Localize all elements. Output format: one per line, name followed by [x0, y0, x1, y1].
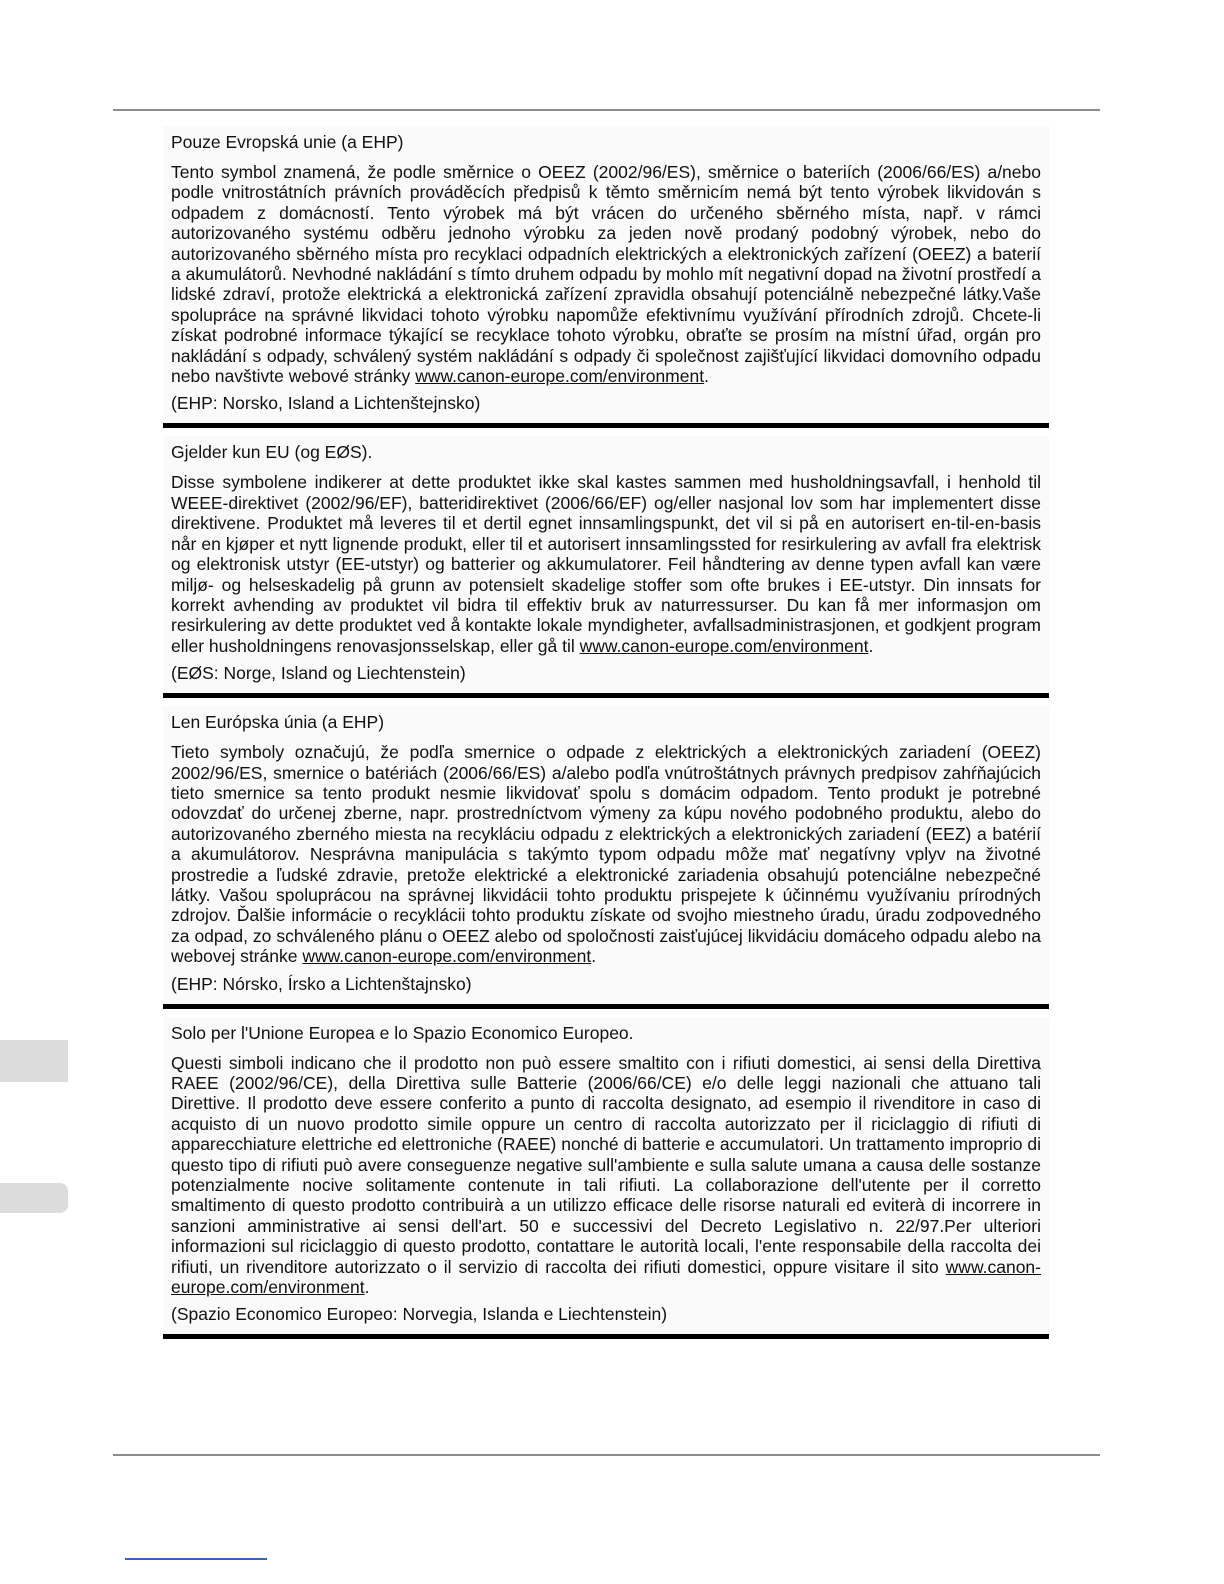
section-scope-note: (EHP: Nórsko, Írsko a Lichtenštajnsko): [171, 973, 472, 994]
section-body: [171, 742, 1041, 966]
section-body-text: Questi simboli indicano che il prodotto non può essere smaltito con i rifiuti domestici, ai sensi della Direttiva RAEE (2002/96/CE), della Direttiva sulle Batterie (2006/66/CE) e/o delle leggi nazionali che attuano tali Direttive. Il prodotto deve essere conferito a punto di raccolta designato, ad esempio il rivenditore in caso di acquisto di un nuovo prodotto simile oppure un centro di raccolta autorizzato per il riciclaggio di rifiuti di apparecchiature elettriche ed elettroniche (RAEE) nonché di batterie e accumulatori. Un trattamento improprio di questo tipo di rifiuti può avere conseguenze negative sull'ambiente e sulla salute umana a causa delle sostanze potenzialmente nocive solitamente contenute in tali rifiuti. La collaborazione dell'utente per il corretto smaltimento di questo prodotto contribuirà a un utilizzo efficace delle risorse naturali ed eviterà di incorrere in sanzioni amministrative ai sensi dell'art. 50 e successivi del Decreto Legislativo n. 22/97.Per ulteriori informazioni sul riciclaggio di questo prodotto, contattare le autorità locali, l'ente responsabile della raccolta dei rifiuti, un rivenditore autorizzato o il servizio di raccolta dei rifiuti domestici, oppure visitare il sito: [171, 1052, 1041, 1277]
link-punctuation: .: [364, 1277, 370, 1298]
footer-rule: [113, 1454, 1100, 1456]
section-body-text: Disse symbolene indikerer at dette produktet ikke skal kastes sammen med husholdningsavfall, i henhold til WEEE-direktivet (2002/96/EF), batteridirektivet (2006/66/EF) og/eller nasjonal lov som har implementert disse direktivene. Produktet må leveres til et dertil egnet innsamlingspunkt, det vil si på en autorisert en-til-en-basis når en kjøper et nytt lignende produkt, eller til et autorisert innsamlingssted for resirkulering av avfall fra elektrisk og elektronisk utstyr (EE-utstyr) og batterier og akkumulatorer. Feil håndtering av denne typen avfall kan være miljø- og helseskadelig på grunn av potensielt skadelige stoffer som ofte brukes i EE-utstyr. Din innsats for korrekt avhending av produktet vil bidra til effektiv bruk av naturressurser. Du kan få mer informasjon om resirkulering av dette produktet ved å kontakte lokale myndigheter, avfallsadministrasjonen, et godkjent program eller husholdningens renovasjonsselskap, eller gå til: [171, 472, 1041, 656]
link-punctuation: .: [591, 946, 597, 967]
environment-link[interactable]: www.canon-europe.com/environment: [579, 635, 869, 656]
section-norwegian: [163, 436, 1049, 698]
section-czech: [163, 126, 1049, 428]
section-heading: Solo per l'Unione Europea e lo Spazio Economico Europeo.: [171, 1022, 634, 1043]
section-heading: Gjelder kun EU (og EØS).: [171, 442, 373, 463]
section-body-text: Tieto symboly označujú, že podľa smernice o odpade z elektrických a elektronických zariadení (OEEZ) 2002/96/ES, smernice o batériách (2006/66/ES) a/alebo podľa vnútroštátnych právnych predpisov zahŕňajúcich tieto smernice sa tento produkt nesmie likvidovať spolu s domácim odpadom. Tento produkt je potrebné odovzdať do určenej zberne, napr. prostredníctvom výmeny za kúpu nového podobného produktu, alebo do autorizovaného zberného miesta na recykláciu odpadu z elektrických a elektronických zariadení (EEZ) a batérií a akumulátorov. Nesprávna manipulácia s takýmto typom odpadu môže mať negatívny vplyv na životné prostredie a ľudské zdravie, pretože elektrické a elektronické zariadenia obsahujú potenciálne nebezpečné látky. Vašou spoluprácou na správnej likvidácii tohto produktu prispejete k účinnému využívaniu prírodných zdrojov. Ďalšie informácie o recyklácii tohto produktu získate od svojho miestneho úradu, úradu zodpovedného za odpad, zo schváleného plánu o OEEZ alebo od spoločnosti zaisťujúcej likvidáciu domáceho odpadu alebo na webovej stránke: [171, 742, 1041, 967]
section-heading: Len Európska únia (a EHP): [171, 712, 385, 733]
section-body: [171, 1053, 1041, 1298]
section-body: [171, 162, 1041, 386]
section-scope-note: (EHP: Norsko, Island a Lichtenštejnsko): [171, 393, 481, 414]
environment-link[interactable]: www.canon-europe.com/environment: [415, 366, 705, 387]
header-rule: [113, 109, 1100, 111]
side-tab-marker: [0, 1040, 68, 1082]
link-punctuation: .: [704, 366, 709, 387]
side-tab-marker-secondary: [0, 1183, 68, 1213]
footer-link-underline[interactable]: [125, 1558, 267, 1560]
section-heading: Pouze Evropská unie (a EHP): [171, 132, 404, 152]
section-italian: [163, 1017, 1049, 1340]
environment-link[interactable]: www.canon-europe.com/environment: [302, 946, 592, 967]
section-scope-note: (EØS: Norge, Island og Liechtenstein): [171, 663, 466, 684]
section-slovak: [163, 706, 1049, 1008]
link-punctuation: .: [868, 635, 874, 656]
section-scope-note: (Spazio Economico Europeo: Norvegia, Islanda e Liechtenstein): [171, 1304, 668, 1325]
document-content: [163, 126, 1049, 1347]
environment-link[interactable]: www.canon-europe.com/environment: [171, 1256, 1041, 1298]
section-body-text: Tento symbol znamená, že podle směrnice o OEEZ (2002/96/ES), směrnice o bateriích (2006/66/ES) a/nebo podle vnitrostátních právních prováděcích předpisů k těmto směrnicím nemá být tento výrobek likvidován s odpadem z domácností. Tento výrobek má být vrácen do určeného sběrného místa, např. v rámci autorizovaného systému odběru jednoho výrobku za jeden nově prodaný podobný výrobek, nebo do autorizovaného sběrného místa pro recyklaci odpadních elektrických a elektronických zařízení (OEEZ) a baterií a akumulátorů. Nevhodné nakládání s tímto druhem odpadu by mohlo mít negativní dopad na životní prostředí a lidské zdraví, protože elektrická a elektronická zařízení zpravidla obsahují potenciálně nebezpečné látky.Vaše spolupráce na správné likvidaci tohoto výrobku napomůže efektivnímu využívání přírodních zdrojů. Chcete-li získat podrobné informace týkající se recyklace tohoto výrobku, obraťte se prosím na místní úřad, orgán pro nakládání s odpady, schválený systém nakládání s odpady či společnost zajišťující likvidaci domovního odpadu nebo navštivte webové stránky: [171, 162, 1041, 387]
section-body: [171, 472, 1041, 656]
